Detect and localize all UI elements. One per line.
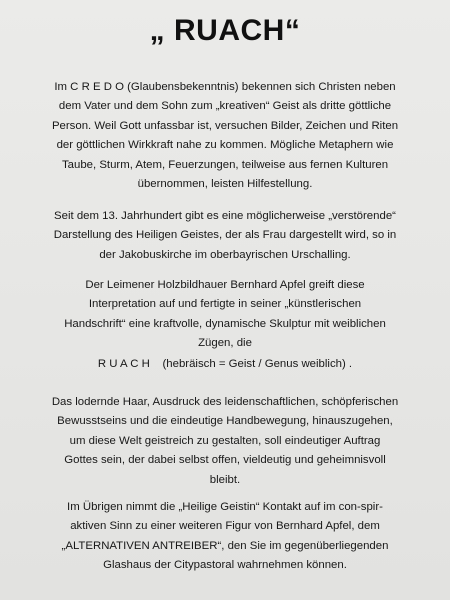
ruach-translation: (hebräisch = Geist / Genus weiblich) . [162,358,353,370]
text-line: „ALTERNATIVEN ANTREIBER“, den Sie im gegenüberliegenden [61,539,389,552]
text-line: Im C R E D O (Glaubensbekenntnis) bekennen sich Christen neben [54,81,396,93]
sign-title: „ RUACH“ [149,14,301,47]
text-line: der Jakobuskirche im oberbayrischen Urschalling. [99,248,351,261]
text-line: Gottes sein, der dabei selbst offen, vieldeutig und geheimnisvoll [64,454,386,467]
paragraph-ruach-definition [10,355,440,374]
text-line: um diese Welt geistreich zu gestalten, soll eindeutiger Auftrag [69,434,381,447]
paragraph-history [10,207,440,265]
text-line: bleibt. [209,473,241,486]
text-line: Im Übrigen nimmt die „Heilige Geistin“ Kontakt auf im con-spir- [67,501,383,513]
text-line: Person. Weil Gott unfassbar ist, versuchen Bilder, Zeichen und Riten [51,119,399,132]
text-line: Seit dem 13. Jahrhundert gibt es eine möglicherweise „verstörende“ [54,210,396,222]
text-line: Darstellung des Heiligen Geistes, der als Frau dargestellt wird, so in [53,229,397,242]
paragraph-contact [10,498,440,576]
text-line: Taube, Sturm, Atem, Feuerzungen, teilweise aus fernen Kulturen [61,158,389,171]
text-line: Der Leimener Holzbildhauer Bernhard Apfel greift diese [85,279,365,291]
text-line: der göttlichen Wirkkraft nahe zu kommen. Mögliche Metaphern wie [56,139,394,152]
text-line: Das lodernde Haar, Ausdruck des leidenschaftlichen, schöpferischen [51,396,399,408]
text-line: Zügen, die [198,337,252,350]
text-line: Interpretation auf und fertigte in seiner „künstlerischen [88,298,362,311]
text-line: Handschrift“ eine kraftvolle, dynamische Skulptur mit weiblichen [64,317,386,330]
paragraph-sculptor [10,276,440,354]
paragraph-credo [10,78,440,194]
paragraph-description [10,393,440,490]
text-line: dem Vater und dem Sohn zum „kreativen“ Geist als dritte göttliche [58,100,392,113]
text-line: aktiven Sinn zu einer weiteren Figur von Bernhard Apfel, dem [70,520,380,533]
ruach-word: R U A C H [97,358,150,370]
text-line: Bewusstseins und die eindeutige Handbewegung, hinauszugehen, [57,415,393,428]
text-line: übernommen, leisten Hilfestellung. [137,178,313,191]
text-line: Glashaus der Citypastoral wahrnehmen können. [103,559,347,572]
